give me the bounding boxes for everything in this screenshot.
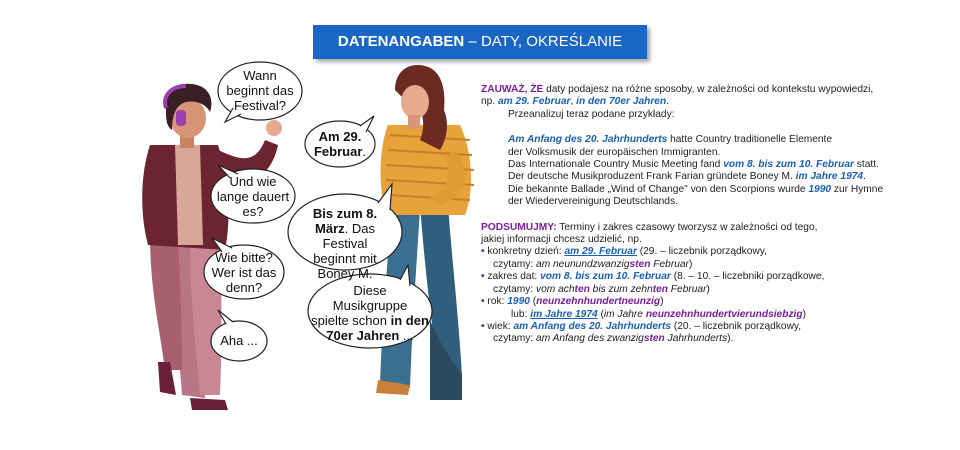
bullet-icon: • [481, 296, 485, 308]
item-text: ( [597, 308, 604, 320]
bubble-bold: März [315, 221, 345, 236]
summary-reading [481, 309, 921, 321]
bubble-bold: 70er Jahren [326, 328, 400, 343]
title-rest: – DATY, OKREŚLANIE CZASU [454, 33, 623, 84]
summary-item-range [481, 271, 921, 283]
bullet-icon: • [481, 271, 485, 283]
item-label: zakres dat: [487, 271, 541, 283]
item-example: am Anfang des 20. Jahrhunderts [513, 320, 672, 332]
item-reading: im Jahre [603, 308, 646, 320]
item-text: ) [802, 308, 807, 320]
item-text: lub: [511, 308, 531, 320]
item-ending: neunzehnhundertvierundsiebzig [645, 308, 803, 320]
item-ending: ten [652, 283, 668, 295]
bubble-rest: ... [399, 328, 414, 343]
item-text: ) [688, 258, 693, 270]
example-line: der Volksmusik der europäischen Immigranten. [508, 146, 721, 158]
intro-example: in den 70er Jahren [576, 96, 667, 108]
example-highlight: vom 8. bis zum 10. Februar [723, 159, 854, 171]
bubble-line: denn? [225, 280, 263, 295]
summary-section [481, 222, 921, 346]
intro-line-1 [481, 84, 921, 96]
bubble-line: Festival? [233, 98, 287, 113]
summary-item-century [481, 321, 921, 333]
bubble-line: Und wie [229, 174, 277, 189]
item-ending: sten [629, 258, 651, 270]
example-text: statt. [853, 159, 879, 171]
examples-list [481, 134, 921, 208]
example-text: Die bekannte Ballade „Wind of Change" von den Scorpions wurde [508, 183, 809, 195]
bubble-bold: Bis zum 8. [312, 206, 378, 221]
bubble-bold: Am 29. [318, 129, 362, 144]
item-label: wiek: [487, 320, 514, 332]
example-text: Das Internationale Country Music Meeting fand [508, 159, 724, 171]
bubble-line: Boney M. [317, 266, 373, 281]
item-text: czytamy: [493, 333, 537, 345]
analyze-heading: Przeanalizuj teraz podane przykłady: [508, 108, 675, 120]
example-line [508, 159, 921, 171]
item-text: ). [727, 333, 734, 345]
lesson-content [481, 84, 921, 346]
item-reading: Jahrhunderts [664, 333, 728, 345]
summary-item-day [481, 246, 921, 258]
item-reading: Februar [650, 258, 689, 270]
bubble-aha: Aha ... [220, 333, 258, 348]
bubble-line: beginnt mit [313, 251, 377, 266]
summary-lead: PODSUMUJMY: [481, 221, 557, 233]
bubble-line: Wie bitte? [215, 250, 273, 265]
bullet-icon: • [481, 246, 485, 258]
example-text: hatte Country traditionelle Elemente [667, 134, 833, 146]
example-highlight: im Jahre 1974 [795, 171, 864, 183]
intro-text: daty podajesz na różne sposoby, w zależności od kontekstu wypowiedzi, [543, 84, 874, 95]
summary-item-year [481, 296, 921, 308]
example-line [508, 184, 921, 196]
example-text: . [863, 171, 866, 183]
bubble-line: es? [242, 204, 264, 219]
summary-reading [481, 333, 921, 345]
title-bold: DATENANGABEN [337, 33, 465, 50]
item-example: vom 8. bis zum 10. Februar [540, 271, 671, 283]
item-reading: Februar [667, 283, 707, 295]
example-line: der Wiedervereinigung Deutschlands. [508, 196, 678, 208]
item-ending: neunzehnhundertneunzig [536, 296, 661, 308]
item-reading: am Anfang des zwanzig [536, 333, 644, 345]
example-line [508, 171, 921, 183]
bubble-bold: in den [390, 313, 429, 328]
bubble-question-start [222, 68, 298, 113]
example-text: Der deutsche Musikproduzent Frank Farian gründete Boney M. [508, 171, 796, 183]
bubble-rest: . Das Festival [322, 221, 375, 251]
example-text: zur Hymne [831, 183, 884, 195]
item-label: konkretny dzień: [487, 246, 565, 258]
item-reading: vom ach [536, 283, 575, 295]
item-ending: sten [643, 333, 665, 345]
bubble-line: Wann [243, 68, 277, 83]
intro-lead: ZAUWAŻ, ŻE [481, 84, 544, 95]
bubble-rest: spielte schon [311, 313, 391, 328]
bubble-dot: . [362, 144, 367, 159]
item-text: (20. – liczebnik porządkowy, [671, 320, 802, 332]
bubble-answer-band [310, 283, 430, 343]
item-example: 1990 [507, 296, 530, 308]
bubble-answer-date [308, 129, 372, 159]
example-highlight: Am Anfang des 20. Jahrhunderts [508, 134, 668, 146]
intro-example: am 29. Februar [498, 96, 571, 108]
example-highlight: 1990 [808, 183, 832, 195]
item-text: (8. – 10. – liczebniki porządkowe, [670, 271, 825, 283]
item-example: am 29. Februar [564, 246, 637, 258]
summary-reading [481, 259, 921, 271]
intro-text: . [666, 96, 670, 108]
item-text: czytamy: [493, 258, 537, 270]
summary-text: Terminy i zakres czasowy tworzysz w zależności od tego, [556, 221, 818, 233]
example-line [508, 134, 921, 146]
summary-reading [481, 284, 921, 296]
bubble-question-who [206, 250, 282, 295]
item-text: (29. – liczebnik porządkowy, [636, 246, 767, 258]
bubble-answer-range [292, 206, 398, 281]
item-example: im Jahre 1974 [530, 308, 598, 320]
intro-text: , [570, 96, 577, 108]
item-text: ( [529, 296, 537, 308]
bubble-line: Diese [353, 283, 387, 298]
intro-text: np. [481, 96, 498, 108]
bubble-line: beginnt das [226, 83, 294, 98]
bullet-icon: • [481, 320, 485, 332]
intro-line-2 [481, 96, 921, 108]
item-label: rok: [487, 296, 508, 308]
item-ending: ten [574, 283, 590, 295]
bubble-question-duration [213, 174, 293, 219]
item-text: czytamy: [493, 283, 537, 295]
summary-line [481, 222, 921, 234]
bubble-line: Musikgruppe [332, 298, 408, 313]
item-text: ) [706, 283, 710, 295]
bubble-bold: Februar [313, 144, 363, 159]
bubble-line: lange dauert [216, 189, 290, 204]
item-reading: am neunundzwanzig [536, 258, 630, 270]
item-reading: bis zum zehn [589, 283, 653, 295]
summary-line: jakiej informacji chcesz udzielić, np. [481, 234, 642, 246]
bubble-line: Wer ist das [211, 265, 277, 280]
item-text: ) [660, 296, 664, 308]
